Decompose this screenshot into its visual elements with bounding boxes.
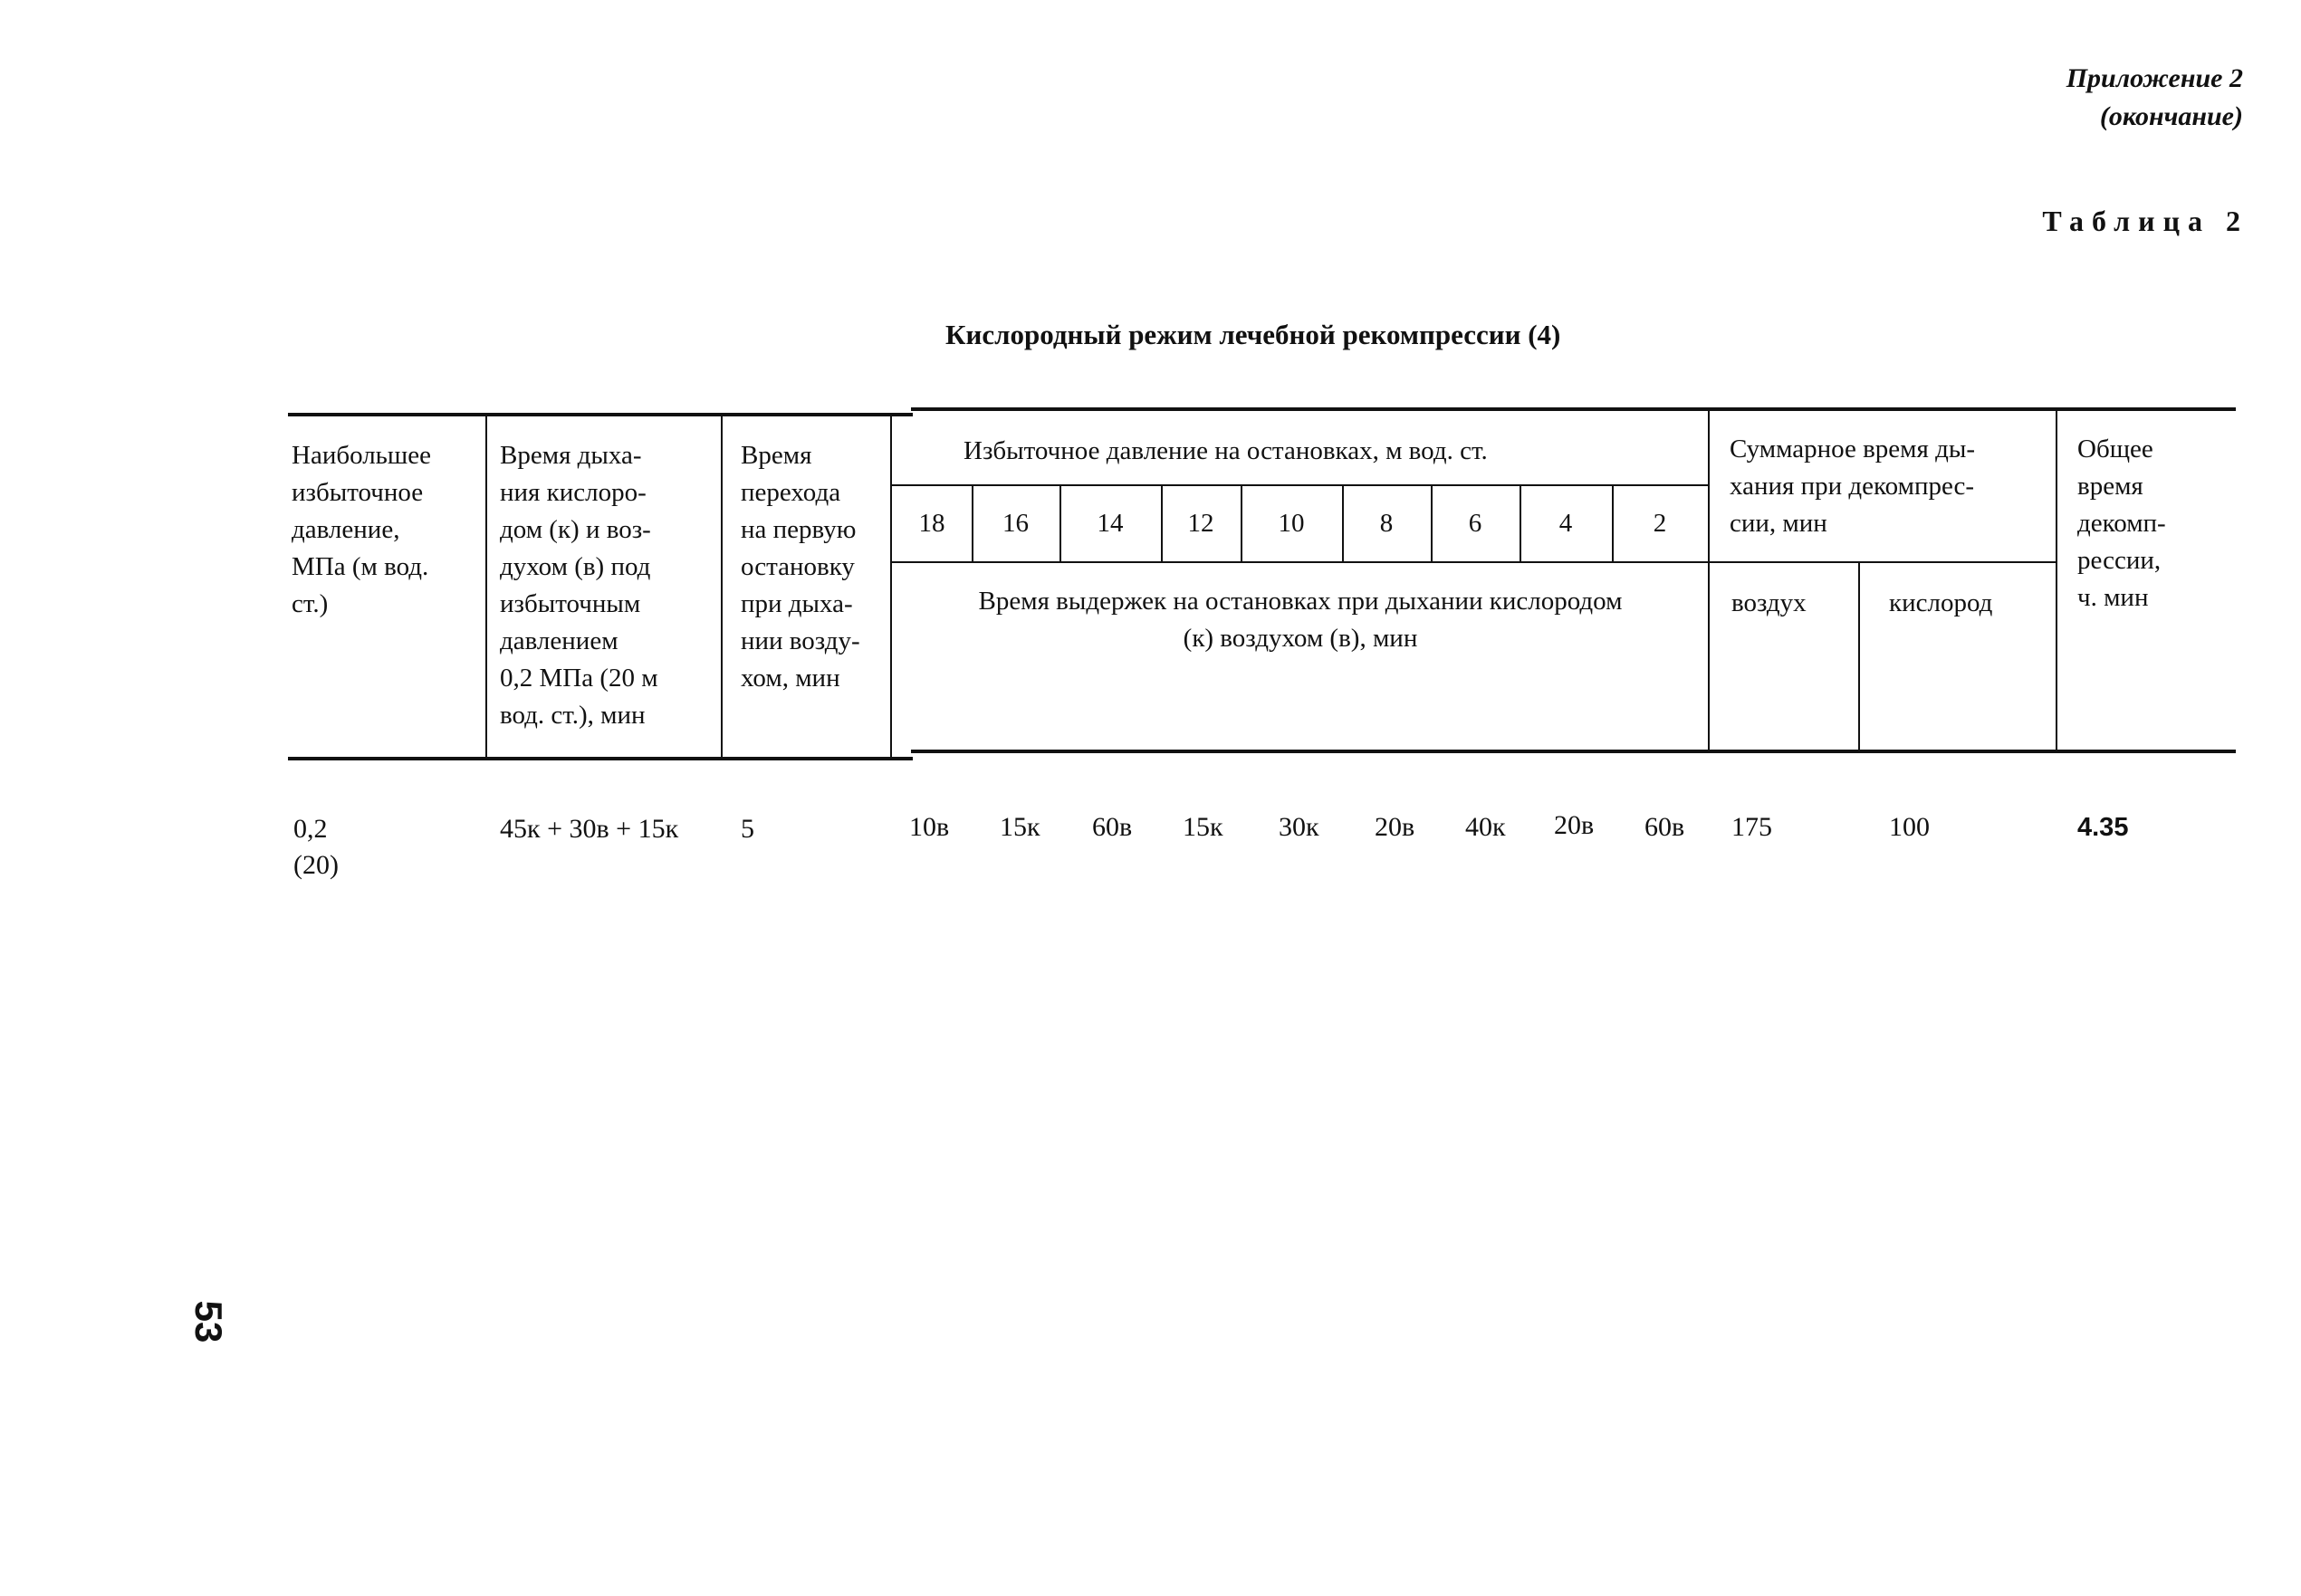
header-air: воздух <box>1731 588 1807 617</box>
header-text-line: хания при декомпрес- <box>1730 472 1975 501</box>
header-total-breathing <box>1730 431 2056 542</box>
stop-value-cell: 15к <box>1000 812 1040 842</box>
col-divider-2 <box>721 415 723 759</box>
table-label: Таблица 2 <box>2042 205 2248 237</box>
header-text-line: на первую <box>741 515 857 544</box>
stop-depth-cell: 16 <box>1002 509 1029 538</box>
stop-value-cell: 15к <box>1183 812 1223 842</box>
header-text-line: духом (в) под <box>500 552 651 581</box>
top-rule-right <box>911 407 2236 411</box>
header-text-line: сии, мин <box>1730 509 1827 538</box>
header-text-line: ч. мин <box>2077 583 2149 612</box>
header-text-line: давление, <box>292 515 400 544</box>
header-text-line: время <box>2077 472 2143 501</box>
col-divider-5 <box>1858 563 1860 751</box>
header-text-line: Время <box>741 441 812 470</box>
stop-value-cell: 20в <box>1375 812 1415 842</box>
header-text-line: остановку <box>741 552 855 581</box>
col-divider-3 <box>890 413 892 757</box>
stop-value-cell: 30к <box>1279 812 1319 842</box>
stop-depth-cell: 18 <box>918 509 945 538</box>
mid-rule <box>892 561 2056 563</box>
header-text-line: МПа (м вод. <box>292 552 429 581</box>
header-text-line: при дыха- <box>741 589 853 618</box>
header-breathing-time <box>500 437 717 734</box>
header-bottom-rule-right <box>911 750 2236 753</box>
col-divider-6 <box>2056 409 2057 751</box>
top-rule <box>288 413 913 416</box>
row-breathing: 45к + 30в + 15к <box>500 814 679 844</box>
appendix-line-2: (окончание) <box>2099 101 2243 131</box>
stop-depth-cell: 12 <box>1187 509 1214 538</box>
stop-depth-cell: 8 <box>1379 509 1394 538</box>
stops-divider <box>892 484 1710 486</box>
header-text-line: Время дыха- <box>500 441 642 470</box>
header-bottom-rule <box>288 757 913 760</box>
row-pressure-depth: (20) <box>293 850 339 880</box>
header-text-line: давлением <box>500 626 618 655</box>
header-text-line: Суммарное время ды- <box>1730 435 1976 464</box>
appendix-line-1: Приложение 2 <box>2066 63 2243 93</box>
header-text-line: декомп- <box>2077 509 2166 538</box>
header-max-pressure <box>292 437 482 623</box>
header-text-line: Общее <box>2077 435 2153 464</box>
row-oxygen-total: 100 <box>1889 812 1930 842</box>
row-air-total: 175 <box>1731 812 1772 842</box>
header-text-line: (к) воздухом (в), мин <box>1183 624 1418 653</box>
row-total-decompression: 4.35 <box>2077 813 2129 842</box>
stop-value-cell: 10в <box>909 812 950 842</box>
stop-depth-cell: 6 <box>1468 509 1482 538</box>
header-text-line: дом (к) и воз- <box>500 515 651 544</box>
stop-value-cell: 20в <box>1554 810 1595 840</box>
header-text-line: хом, мин <box>741 664 840 693</box>
header-text-line: Время выдержек на остановках при дыхании кислородом <box>978 587 1623 616</box>
header-text-line: избыточное <box>292 478 424 507</box>
header-text-line: рессии, <box>2077 546 2162 575</box>
header-text-line: Наибольшее <box>292 441 431 470</box>
row-transition: 5 <box>741 814 754 844</box>
header-transition-time <box>741 437 889 697</box>
col-divider-1 <box>485 415 487 759</box>
stop-depth-cell: 4 <box>1558 509 1573 538</box>
header-text-line: 0,2 МПа (20 м <box>500 664 658 693</box>
stop-value-cell: 40к <box>1465 812 1506 842</box>
stop-depth-cell: 14 <box>1097 509 1124 538</box>
appendix-caption <box>2066 60 2243 136</box>
header-text-line: избыточным <box>500 589 641 618</box>
header-total-decompression <box>2077 431 2231 616</box>
row-pressure-value: 0,2 <box>293 814 328 844</box>
header-oxygen: кислород <box>1889 588 1993 617</box>
header-stops-pressure: Избыточное давление на остановках, м вод. ст. <box>964 436 1488 465</box>
stop-depth-cell: 10 <box>1278 509 1305 538</box>
page-number: 53 <box>187 1300 230 1343</box>
header-text-line: ст.) <box>292 589 329 618</box>
header-text-line: вод. ст.), мин <box>500 701 646 730</box>
header-text-line: ния кислоро- <box>500 478 647 507</box>
row-pressure <box>293 811 438 884</box>
header-text-line: нии возду- <box>741 626 860 655</box>
table-title: Кислородный режим лечебной рекомпрессии (4) <box>945 319 1561 350</box>
col-divider-4 <box>1708 409 1710 751</box>
stop-depth-cell: 2 <box>1653 509 1667 538</box>
header-stops-time <box>896 583 1704 657</box>
stop-value-cell: 60в <box>1092 812 1133 842</box>
header-text-line: перехода <box>741 478 841 507</box>
stop-value-cell: 60в <box>1644 812 1685 842</box>
